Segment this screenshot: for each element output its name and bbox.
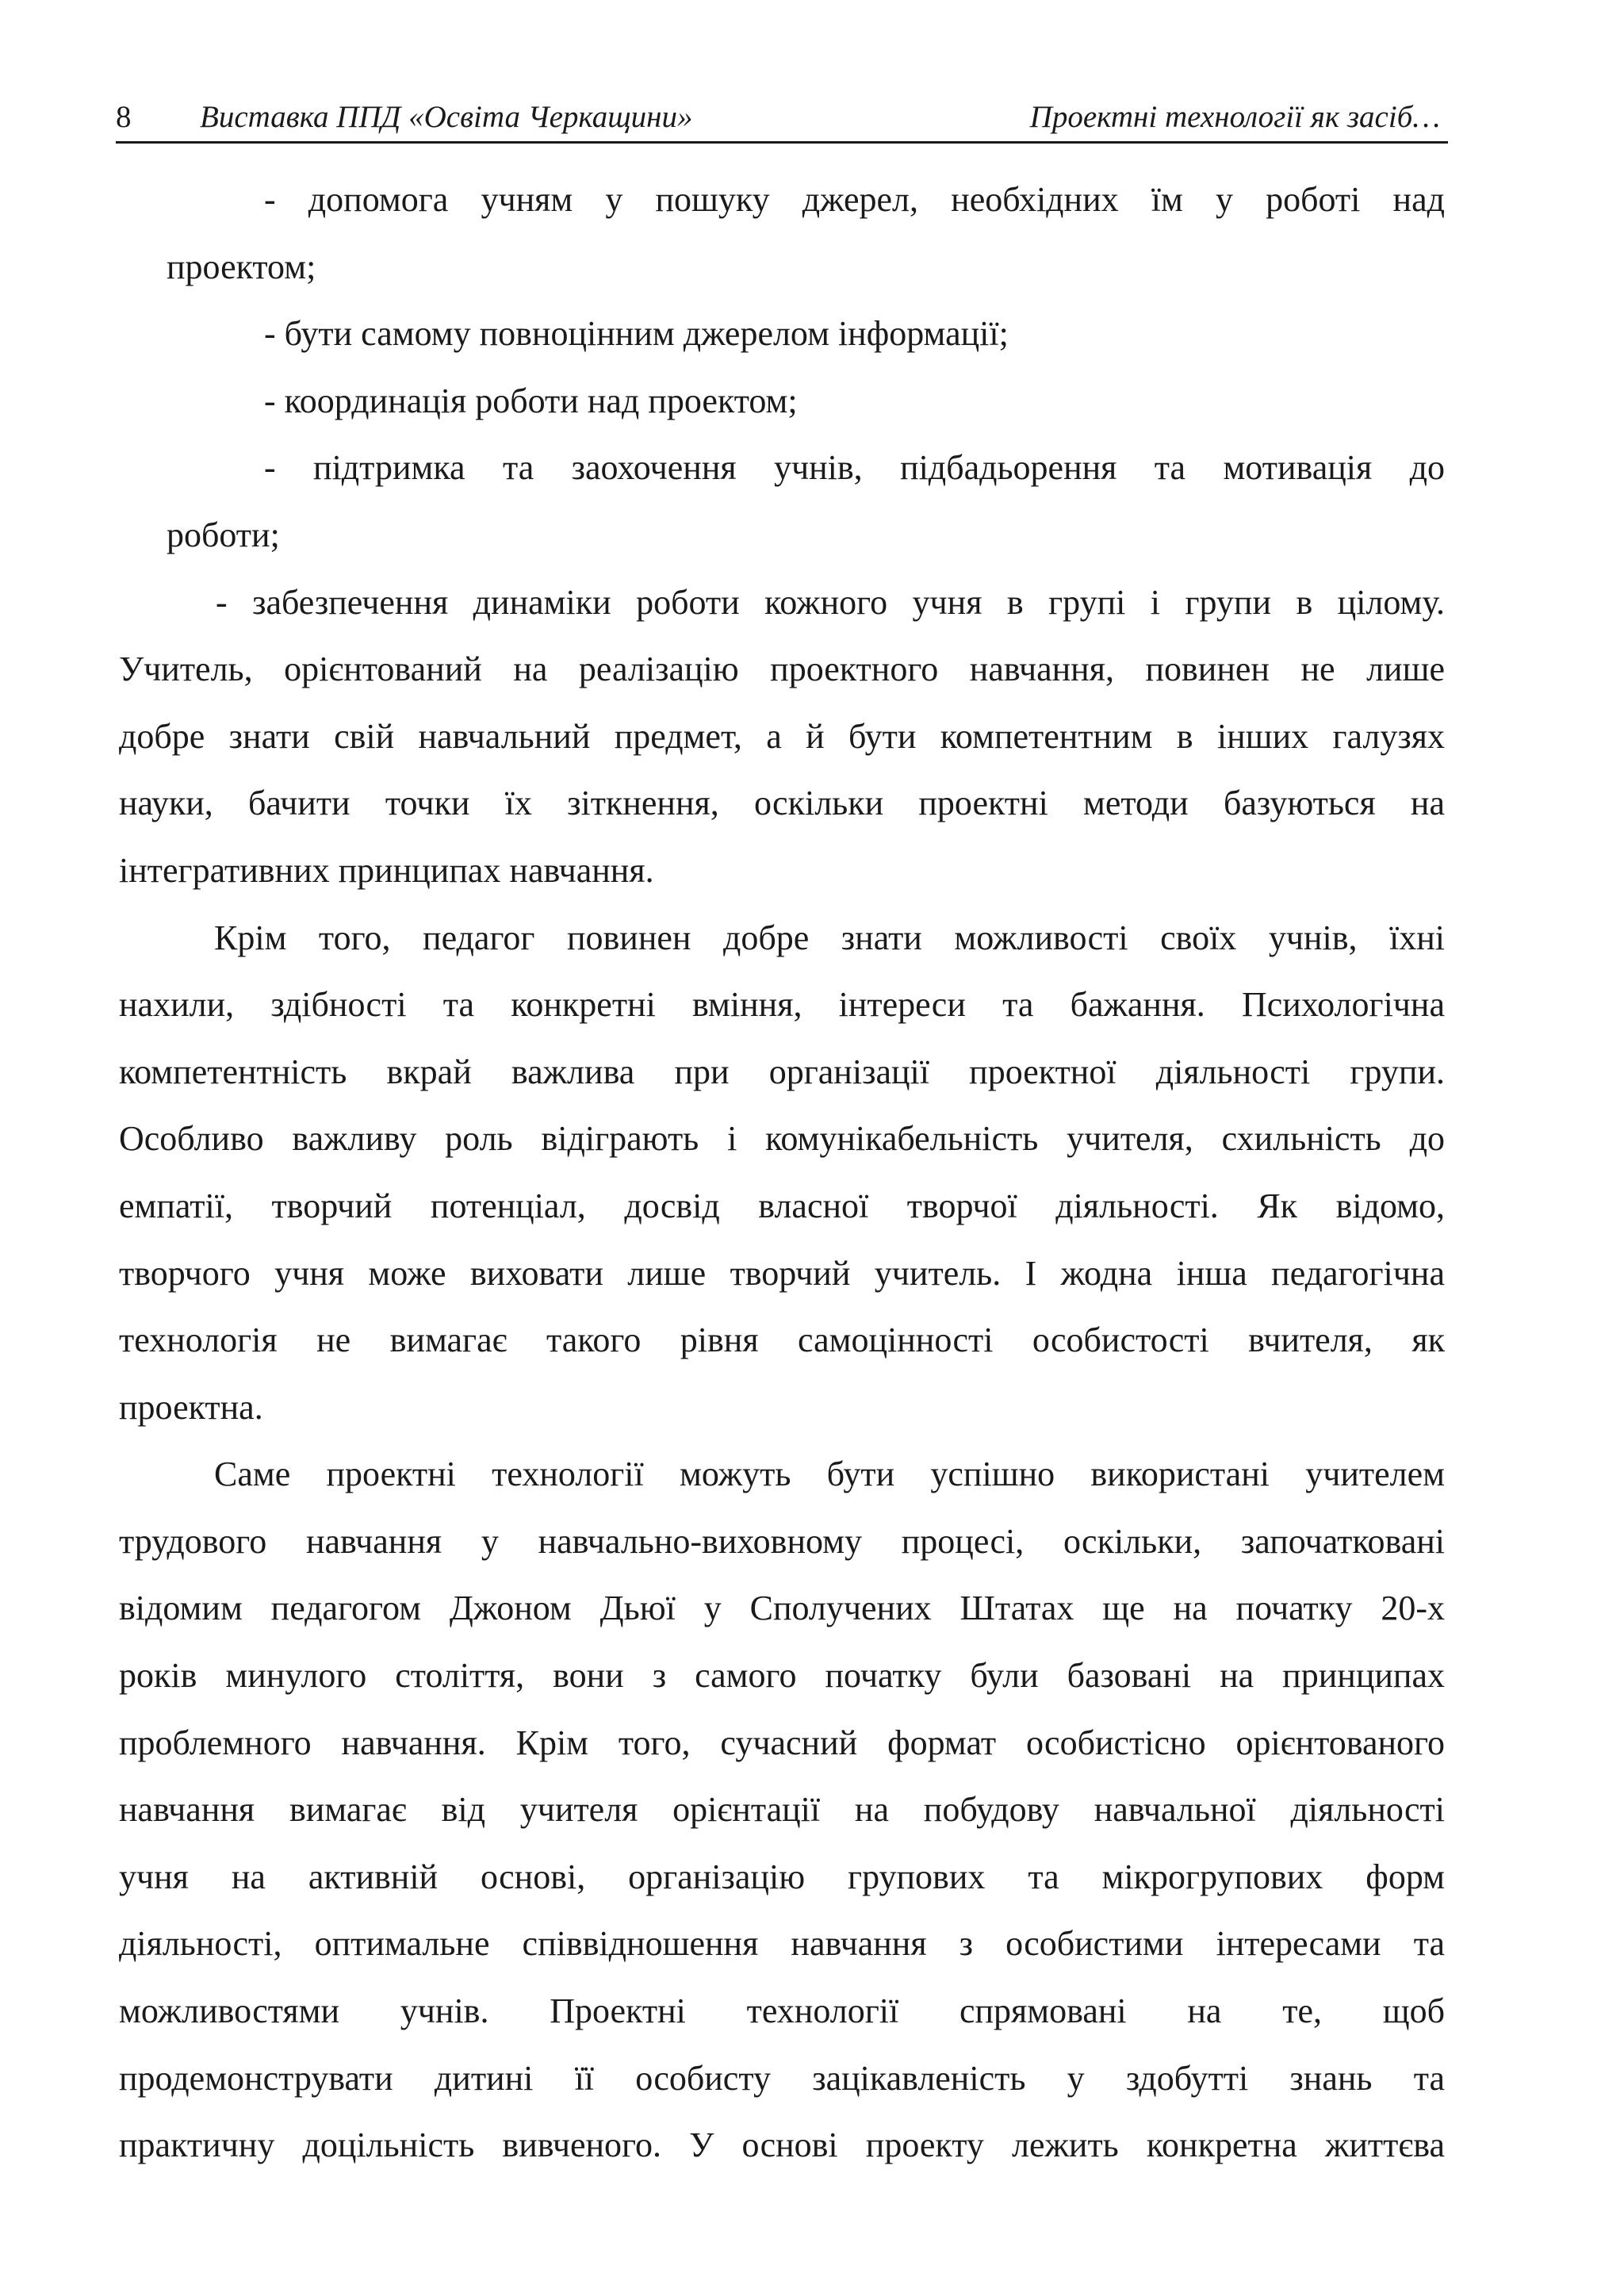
text-line: Учитель, орієнтований на реалізацію проектного навчання, повинен не лише: [119, 650, 1445, 689]
text-line: - забезпечення динаміки роботи кожного учня в групі і групи в цілому.: [216, 582, 1445, 622]
text-line: емпатії, творчий потенціал, досвід власної творчої діяльності. Як відомо,: [119, 1186, 1445, 1225]
text-line: Особливо важливу роль відіграють і комунікабельність учителя, схильність до: [119, 1119, 1445, 1159]
text-line: трудового навчання у навчально-виховному процесі, оскільки, започатковані: [119, 1521, 1445, 1561]
text-line: Крім того, педагог повинен добре знати можливості своїх учнів, їхні: [214, 918, 1445, 957]
text-line: добре знати свій навчальний предмет, а й бути компетентним в інших галузях: [119, 716, 1445, 756]
text-line: діяльності, оптимальне співвідношення навчання з особистими інтересами та: [119, 1924, 1445, 1964]
text-line: - координація роботи над проектом;: [264, 381, 798, 420]
text-line: практичну доцільність вивченого. У основі проекту лежить конкретна життєва: [119, 2125, 1445, 2165]
text-line: років минулого століття, вони з самого початку були базовані на принципах: [119, 1656, 1445, 1696]
body-text: [119, 167, 1445, 2179]
text-line: творчого учня може виховати лише творчий учитель. І жодна інша педагогічна: [119, 1253, 1445, 1293]
text-line: нахили, здібності та конкретні вміння, інтереси та бажання. Психологічна: [119, 985, 1445, 1025]
text-line: роботи;: [167, 515, 280, 554]
text-line: Саме проектні технології можуть бути успішно використані учителем: [214, 1455, 1445, 1494]
text-line: технологія не вимагає такого рівня самоцінності особистості вчителя, як: [119, 1320, 1445, 1360]
text-line: інтегративних принципах навчання.: [119, 850, 654, 890]
page-number: 8: [116, 100, 132, 134]
text-line: компетентність вкрай важлива при організації проектної діяльності групи.: [119, 1052, 1445, 1091]
text-line: проектна.: [119, 1387, 263, 1427]
text-line: - бути самому повноцінним джерелом інформації;: [264, 314, 1009, 354]
text-line: відомим педагогом Джоном Дьюї у Сполучених Штатах ще на початку 20-х: [119, 1589, 1445, 1628]
text-line: продемонструвати дитині її особисту зацікавленість у здобутті знань та: [119, 2058, 1445, 2098]
text-line: можливостями учнів. Проектні технології спрямовані на те, щоб: [119, 1991, 1445, 2031]
text-line: учня на активній основі, організацію групових та мікрогрупових форм: [119, 1857, 1445, 1896]
text-line: науки, бачити точки їх зіткнення, оскільки проектні методи базуються на: [119, 784, 1445, 823]
header-publication-title: Виставка ППД «Освіта Черкащини»: [200, 100, 693, 134]
header-article-title: Проектні технології як засіб…: [1029, 100, 1440, 134]
text-line: проблемного навчання. Крім того, сучасний формат особистісно орієнтованого: [119, 1723, 1445, 1762]
running-header: [116, 94, 1448, 144]
text-line: - допомога учням у пошуку джерел, необхідних їм у роботі над: [264, 180, 1445, 219]
text-line: - підтримка та заохочення учнів, підбадьорення та мотивація до: [264, 448, 1445, 488]
text-line: проектом;: [167, 247, 316, 286]
text-line: навчання вимагає від учителя орієнтації на побудову навчальної діяльності: [119, 1790, 1445, 1830]
